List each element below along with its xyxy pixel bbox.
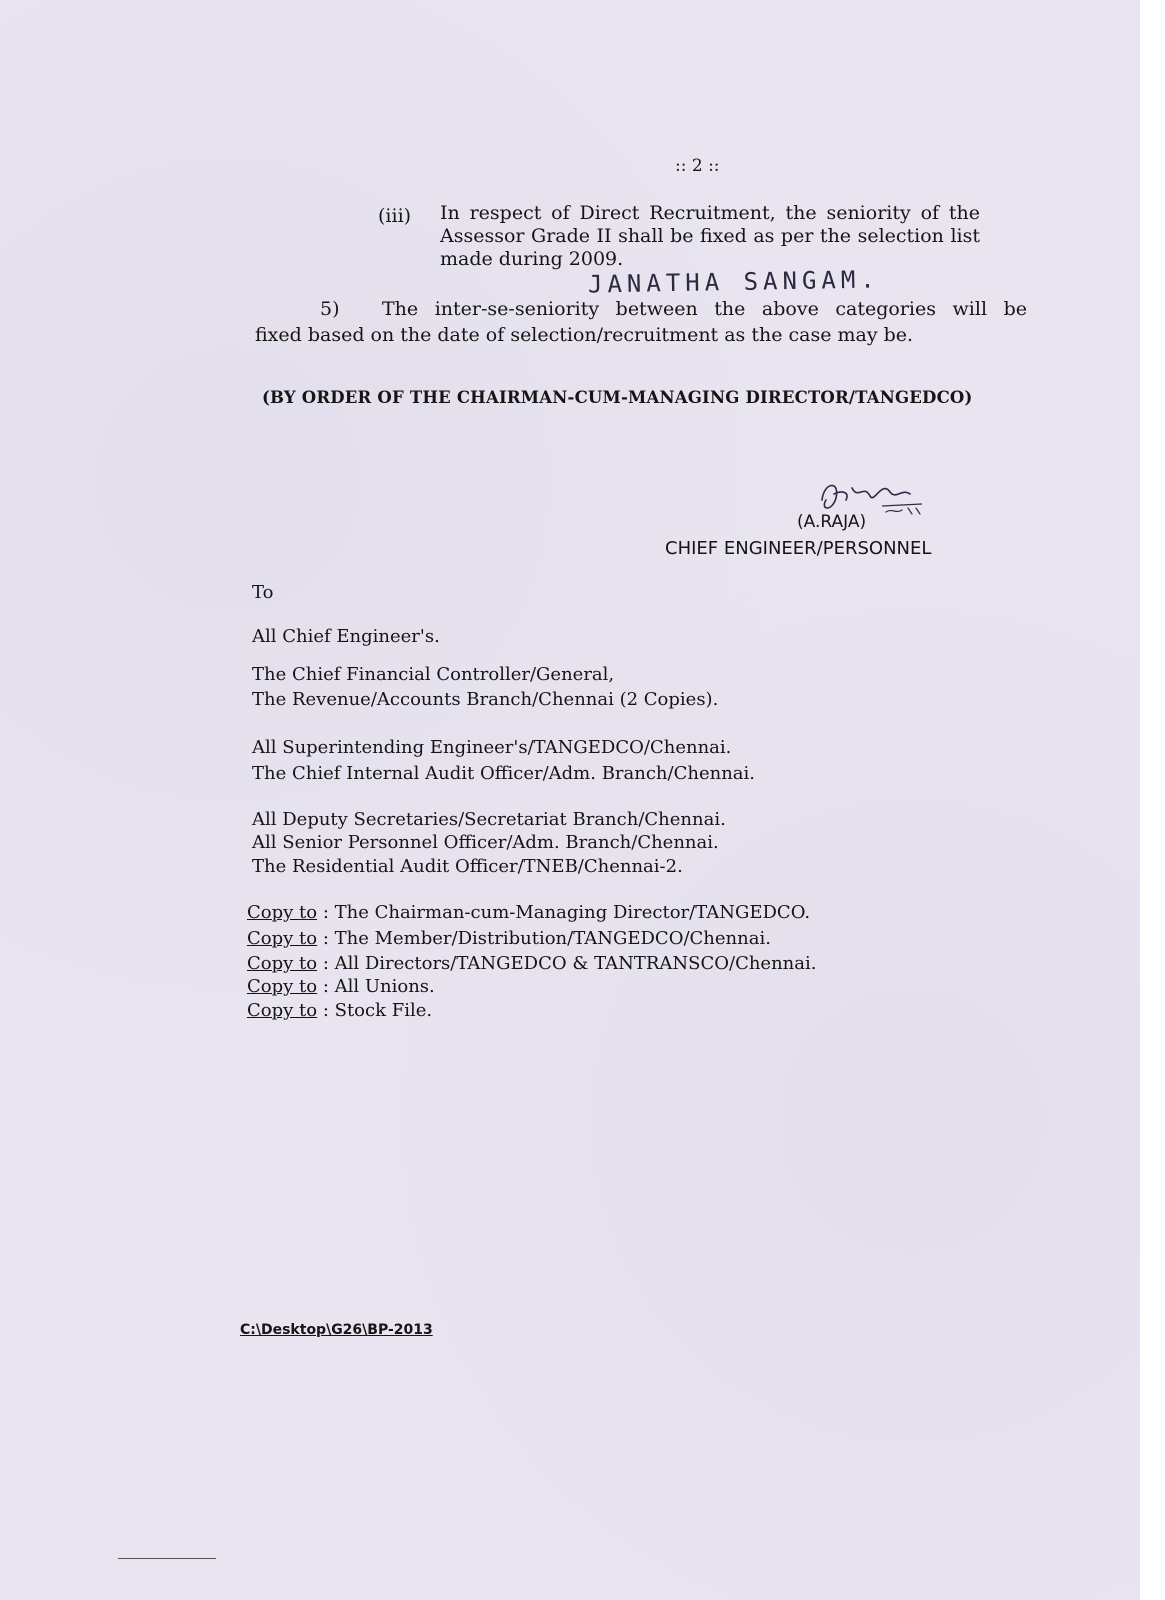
recipient: All Deputy Secretaries/Secretariat Branch/Chennai.	[252, 809, 726, 830]
handwritten-note: JANATHA SANGAM.	[587, 265, 880, 299]
copy-to-row	[247, 975, 435, 998]
copy-to-label: Copy to	[247, 953, 318, 974]
clause-iii-text: In respect of Direct Recruitment, the seniority of the Assessor Grade II shall be fixed as per the selection list made during 2009.	[440, 202, 980, 270]
copy-to-separator: :	[317, 902, 335, 923]
copy-to-recipient: The Member/Distribution/TANGEDCO/Chennai.	[334, 928, 771, 949]
clause-iii-number: (iii)	[378, 205, 412, 227]
recipient: All Chief Engineer's.	[252, 626, 440, 647]
copy-to-separator: :	[317, 953, 335, 974]
file-path: C:\Desktop\G26\BP-2013	[240, 1322, 433, 1338]
signatory-designation: CHIEF ENGINEER/PERSONNEL	[665, 538, 932, 559]
recipient: The Chief Internal Audit Officer/Adm. Branch/Chennai.	[252, 763, 755, 784]
recipient: All Senior Personnel Officer/Adm. Branch/Chennai.	[252, 832, 719, 853]
copy-to-row	[247, 901, 810, 924]
recipient: The Residential Audit Officer/TNEB/Chennai-2.	[252, 856, 683, 877]
copy-to-recipient: The Chairman-cum-Managing Director/TANGEDCO.	[334, 902, 811, 923]
paragraph-5-line-2: fixed based on the date of selection/recruitment as the case may be.	[255, 324, 914, 346]
copy-to-separator: :	[317, 928, 335, 949]
paragraph-5-line-1: The inter-se-seniority between the above categories will be	[382, 298, 1027, 320]
order-line: (BY ORDER OF THE CHAIRMAN-CUM-MANAGING DIRECTOR/TANGEDCO)	[262, 388, 973, 407]
recipient: The Revenue/Accounts Branch/Chennai (2 Copies).	[252, 689, 719, 710]
copy-to-recipient: All Unions.	[334, 976, 435, 997]
copy-to-separator: :	[317, 976, 335, 997]
copy-to-label: Copy to	[247, 1000, 318, 1021]
to-label: To	[252, 582, 274, 603]
copy-to-label: Copy to	[247, 928, 318, 949]
copy-to-row	[247, 952, 816, 975]
copy-to-recipient: Stock File.	[334, 1000, 433, 1021]
paragraph-5-number: 5)	[320, 298, 340, 320]
page-number: :: 2 ::	[675, 156, 720, 176]
recipient: The Chief Financial Controller/General,	[252, 664, 615, 685]
signatory-name: (A.RAJA)	[797, 512, 867, 532]
scan-margin-mark	[118, 1558, 216, 1559]
copy-to-recipient: All Directors/TANGEDCO & TANTRANSCO/Chennai.	[334, 953, 817, 974]
copy-to-separator: :	[317, 1000, 335, 1021]
copy-to-label: Copy to	[247, 902, 318, 923]
scan-right-margin	[1140, 0, 1165, 1600]
copy-to-label: Copy to	[247, 976, 318, 997]
copy-to-row	[247, 999, 432, 1022]
copy-to-row	[247, 927, 771, 950]
recipient: All Superintending Engineer's/TANGEDCO/Chennai.	[252, 737, 732, 758]
